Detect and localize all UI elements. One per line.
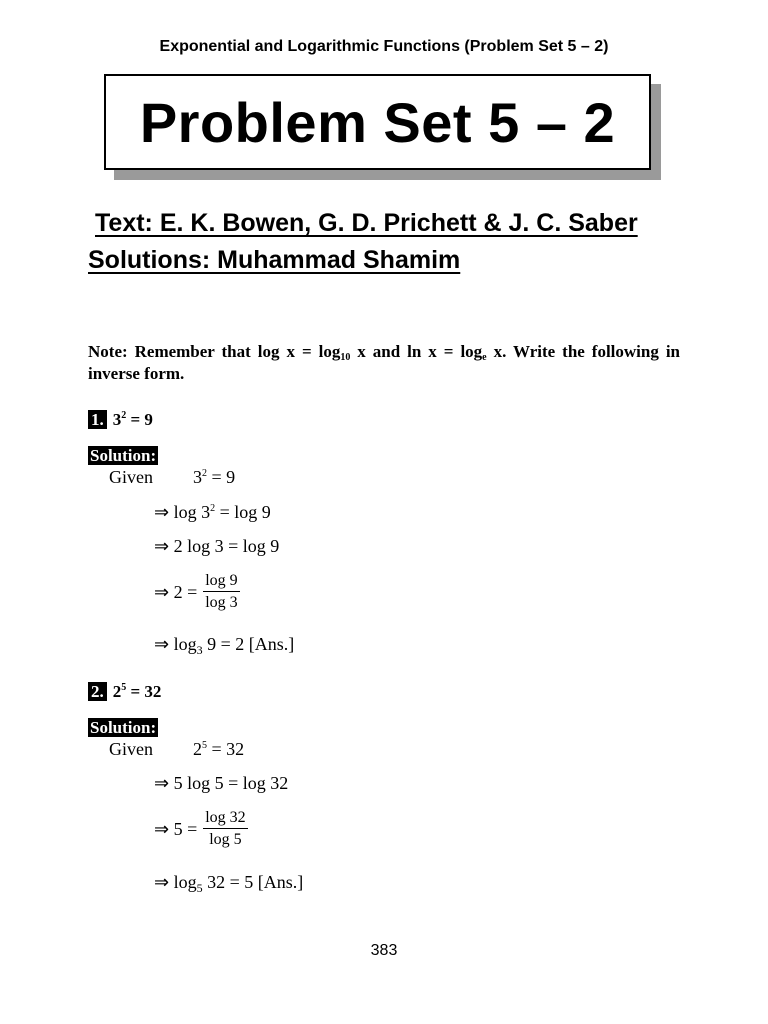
problem-1-step-2: ⇒ 2 log 3 = log 9 <box>154 536 280 556</box>
expr-rest: = 9 <box>126 410 153 429</box>
expr-rest: = 32 <box>126 682 162 701</box>
answer-text: 9 = 2 [Ans.] <box>202 634 295 654</box>
answer-text: ⇒ log <box>154 872 197 892</box>
expr-exponent: 2 <box>202 468 207 479</box>
solutions-credit: Solutions: Muhammad Shamim <box>88 246 461 274</box>
answer-text: 32 = 5 [Ans.] <box>202 872 304 892</box>
problem-1-answer <box>154 634 294 655</box>
solution-label: Solution: <box>90 446 157 465</box>
problem-1-given <box>109 467 235 488</box>
problem-2-statement <box>88 682 161 702</box>
step-text: ⇒ 5 = <box>154 818 198 839</box>
expr-exponent: 2 <box>210 503 216 514</box>
expr-base: 2 <box>193 739 202 759</box>
given-label: Given <box>109 739 153 759</box>
fraction-denominator: log 3 <box>205 594 238 611</box>
step-text: ⇒ 2 = <box>154 581 198 602</box>
answer-text: ⇒ log <box>154 634 197 654</box>
problem-1-statement <box>88 410 153 430</box>
note-paragraph <box>88 341 680 385</box>
expr-exponent: 5 <box>121 682 127 693</box>
expr-exponent: 2 <box>121 410 127 421</box>
problem-1-step-3 <box>154 572 240 612</box>
problem-1-solution-label <box>88 446 158 466</box>
expr-rest: = 32 <box>207 739 245 759</box>
page-number: 383 <box>370 942 398 959</box>
log-base-subscript: 5 <box>196 881 203 895</box>
expr-base: 2 <box>112 682 122 701</box>
expr-rest: = 9 <box>207 467 236 487</box>
problem-2-step-2 <box>154 809 248 849</box>
problem-number: 1. <box>88 410 107 429</box>
step-text: ⇒ log 3 <box>154 502 211 522</box>
text-credit: Text: E. K. Bowen, G. D. Prichett & J. C. Saber <box>95 209 638 237</box>
fraction-denominator: log 5 <box>209 831 242 848</box>
expr-exponent: 5 <box>202 740 207 751</box>
problem-2-answer <box>154 872 303 893</box>
solution-label: Solution: <box>90 718 157 737</box>
running-header: Exponential and Logarithmic Functions (Problem Set 5 – 2) <box>159 38 609 55</box>
fraction-numerator: log 32 <box>203 809 247 829</box>
page-title: Problem Set 5 – 2 <box>139 90 616 154</box>
note-subscript: 10 <box>340 352 351 363</box>
note-text: Note: Remember that log x = log <box>88 342 341 361</box>
fraction <box>203 809 247 849</box>
given-label: Given <box>109 467 153 487</box>
problem-1-step-1 <box>154 502 271 523</box>
note-text: x. Write the following in inverse form. <box>88 342 681 383</box>
title-box <box>104 74 651 170</box>
expr-base: 3 <box>193 467 202 487</box>
log-base-subscript: 3 <box>196 643 203 657</box>
expr-base: 3 <box>112 410 122 429</box>
step-text: = log 9 <box>215 502 271 522</box>
fraction-numerator: log 9 <box>203 572 239 592</box>
problem-number: 2. <box>88 682 107 701</box>
fraction <box>203 572 239 612</box>
problem-2-given <box>109 739 244 760</box>
problem-2-step-1: ⇒ 5 log 5 = log 32 <box>154 773 289 793</box>
problem-2-solution-label <box>88 718 158 738</box>
note-subscript: e <box>482 352 487 363</box>
note-text: x and ln x = log <box>350 342 483 361</box>
